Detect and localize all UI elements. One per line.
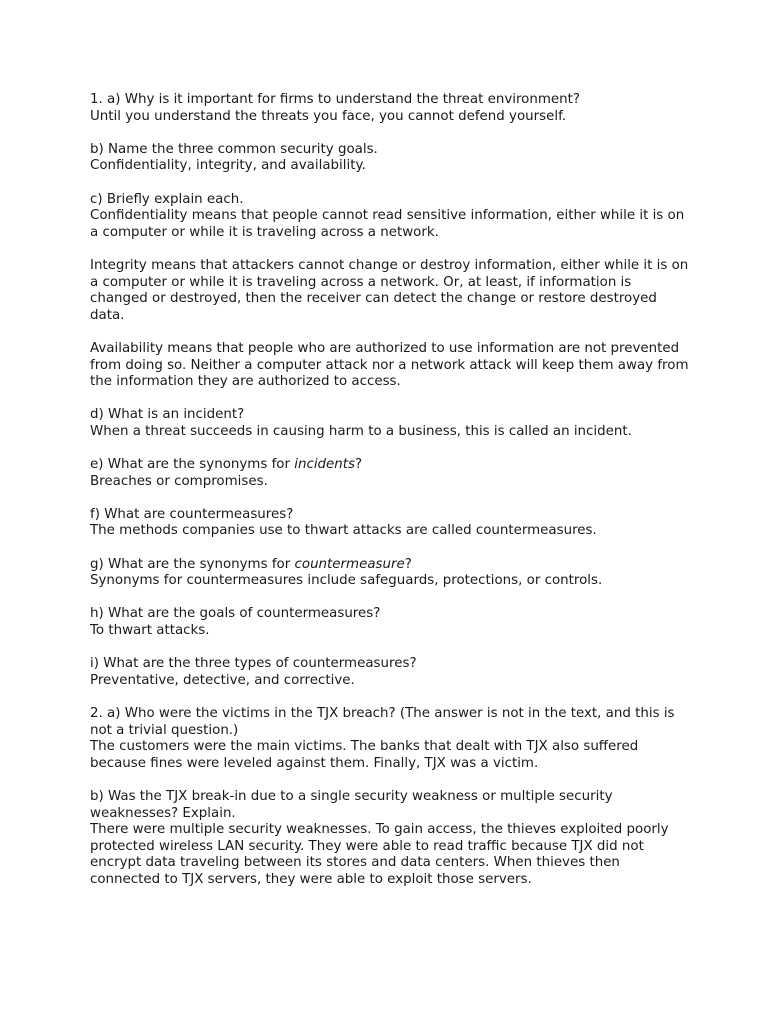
document-page	[90, 92, 690, 905]
qa-block-1f	[90, 507, 690, 540]
qa-block-1i	[90, 656, 690, 689]
question-text	[90, 457, 690, 474]
question-text: 2. a) Who were the victims in the TJX breach? (The answer is not in the text, and this is not a trivial question.)	[90, 705, 675, 738]
qa-block-1a	[90, 92, 690, 125]
answer-text: Until you understand the threats you face, you cannot defend yourself.	[90, 108, 567, 124]
question-prefix: e) What are the synonyms for	[90, 457, 295, 473]
answer-text: Breaches or compromises.	[90, 473, 268, 489]
qa-block-1d	[90, 407, 690, 440]
qa-block-2a	[90, 706, 690, 772]
answer-text: Confidentiality means that people cannot read sensitive information, either while it is on a computer or while it is traveling across a network.	[90, 208, 685, 240]
qa-block-2b	[90, 789, 690, 889]
answer-paragraph-integrity	[90, 258, 690, 324]
answer-text: Availability means that people who are authorized to use information are not prevented from doing so. Neither a computer attack nor a network attack will keep them away from the information they are authorized to access.	[90, 340, 689, 390]
question-text: d) What is an incident?	[90, 407, 245, 423]
answer-text: Preventative, detective, and corrective.	[90, 672, 355, 688]
answer-text: There were multiple security weaknesses. To gain access, the thieves exploited poorly protected wireless LAN security. They were able to read traffic because TJX did not encrypt data traveling between its stores and data centers. When thieves then connected to TJX servers, they were able to exploit those servers.	[90, 822, 669, 887]
qa-block-1b	[90, 142, 690, 175]
question-text: 1. a) Why is it important for firms to understand the threat environment?	[90, 92, 580, 107]
answer-paragraph-availability	[90, 341, 690, 391]
question-prefix: g) What are the synonyms for	[90, 556, 295, 572]
question-text: h) What are the goals of countermeasures?	[90, 606, 381, 622]
answer-text: Confidentiality, integrity, and availability.	[90, 158, 366, 174]
qa-block-1c	[90, 192, 690, 242]
qa-block-1g	[90, 557, 690, 590]
answer-text: The methods companies use to thwart attacks are called countermeasures.	[90, 523, 597, 539]
question-text: i) What are the three types of countermeasures?	[90, 656, 417, 672]
qa-block-1h	[90, 606, 690, 639]
answer-text: To thwart attacks.	[90, 623, 210, 638]
question-text: c) Briefly explain each.	[90, 191, 244, 207]
answer-text: The customers were the main victims. The banks that dealt with TJX also suffered because fines were leveled against them. Finally, TJX was a victim.	[90, 739, 639, 771]
answer-text: When a threat succeeds in causing harm to a business, this is called an incident.	[90, 423, 632, 439]
question-emphasis: incidents	[294, 457, 355, 473]
question-text: f) What are countermeasures?	[90, 506, 294, 522]
question-text: b) Name the three common security goals.	[90, 141, 378, 157]
question-emphasis: countermeasure	[294, 556, 405, 572]
answer-text: Synonyms for countermeasures include safeguards, protections, or controls.	[90, 573, 603, 589]
question-text: b) Was the TJX break-in due to a single security weakness or multiple security weaknesses? Explain.	[90, 788, 613, 821]
qa-block-1e	[90, 457, 690, 490]
question-suffix: ?	[404, 556, 412, 572]
answer-text: Integrity means that attackers cannot change or destroy information, either while it is on a computer or while it is traveling across a network. Or, at least, if information is changed or destroyed, then the receiver can detect the change or restore destroyed data.	[90, 257, 689, 323]
question-text	[90, 557, 690, 574]
question-suffix: ?	[355, 457, 363, 473]
